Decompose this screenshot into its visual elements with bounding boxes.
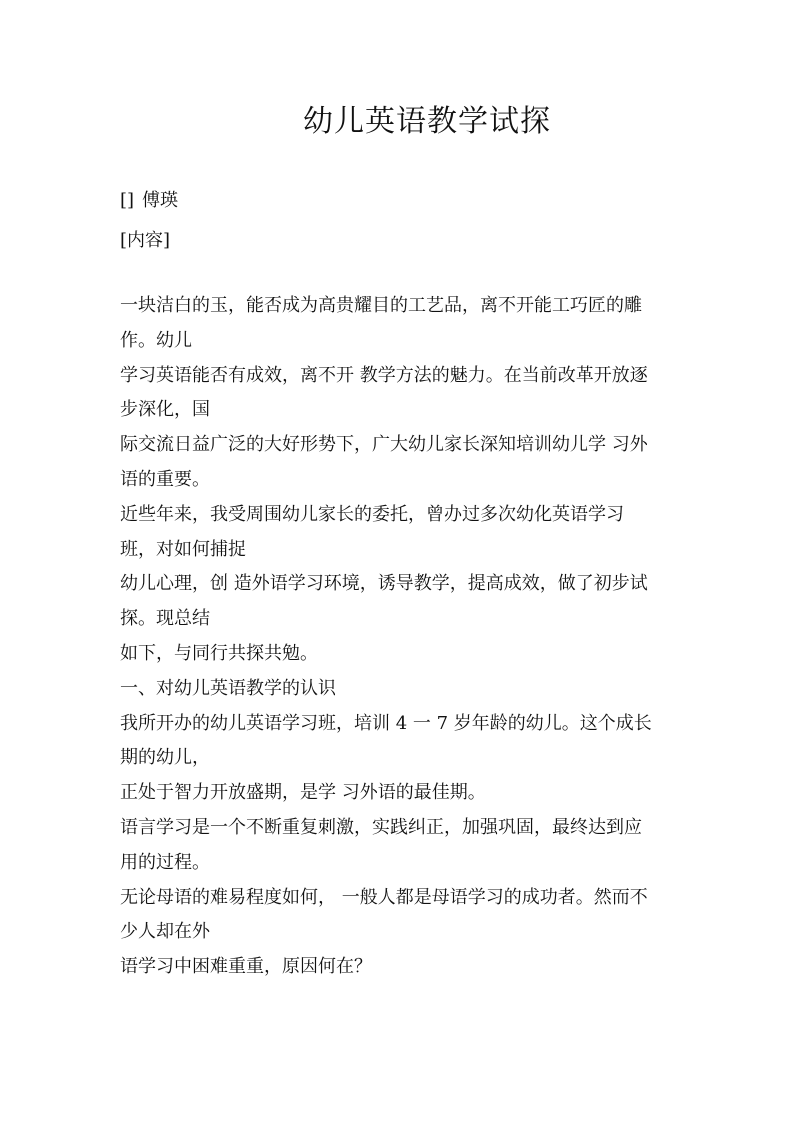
body-line: 语言学习是一个不断重复刺激，实践纠正，加强巩固，最终达到应 — [120, 816, 642, 838]
body-line: 少人却在外 — [120, 921, 210, 943]
body-line: 学习英语能否有成效，离不开 教学方法的魅力。在当前改革开放逐 — [120, 364, 648, 386]
body-line: 如下，与同行共探共勉。 — [120, 642, 318, 664]
body-line: 作。幼儿 — [120, 329, 192, 351]
document-body — [120, 289, 680, 985]
body-line: 幼儿心理，创 造外语学习环境，诱导教学，提高成效，做了初步试 — [120, 573, 648, 595]
body-line: 正处于智力开放盛期，是学 习外语的最佳期。 — [120, 782, 486, 804]
author-line — [120, 189, 178, 213]
body-line: 近些年来，我受周围幼儿家长的委托，曾办过多次幼化英语学习 — [120, 503, 624, 525]
body-line: 用的过程。 — [120, 851, 210, 873]
body-line: 一块洁白的玉，能否成为高贵耀目的工艺品，离不开能工巧匠的雕 — [120, 295, 642, 316]
document-title: 幼儿英语教学试探 — [303, 104, 551, 139]
body-line: 期的幼儿， — [120, 747, 210, 769]
body-line: 步深化，国 — [120, 399, 210, 421]
body-line: 语学习中困难重重，原因何在？ — [120, 956, 372, 978]
body-line: 我所开办的幼儿英语学习班，培训 4 一 7 岁年龄的幼儿。这个成长 — [120, 712, 652, 734]
body-line: 班，对如何捕捉 — [120, 538, 246, 560]
body-line: 探。现总结 — [120, 608, 210, 630]
author-bracket: [] — [120, 190, 135, 211]
body-line: 语的重要。 — [120, 468, 210, 490]
section-heading: 一、对幼儿英语教学的认识 — [120, 677, 336, 699]
body-line: 际交流日益广泛的大好形势下，广大幼儿家长深知培训幼儿学 习外 — [120, 434, 648, 456]
author-name: 傅瑛 — [142, 190, 179, 211]
content-label: [内容] — [120, 230, 171, 251]
body-line: 无论母语的难易程度如何， 一般人都是母语学习的成功者。然而不 — [120, 886, 648, 908]
